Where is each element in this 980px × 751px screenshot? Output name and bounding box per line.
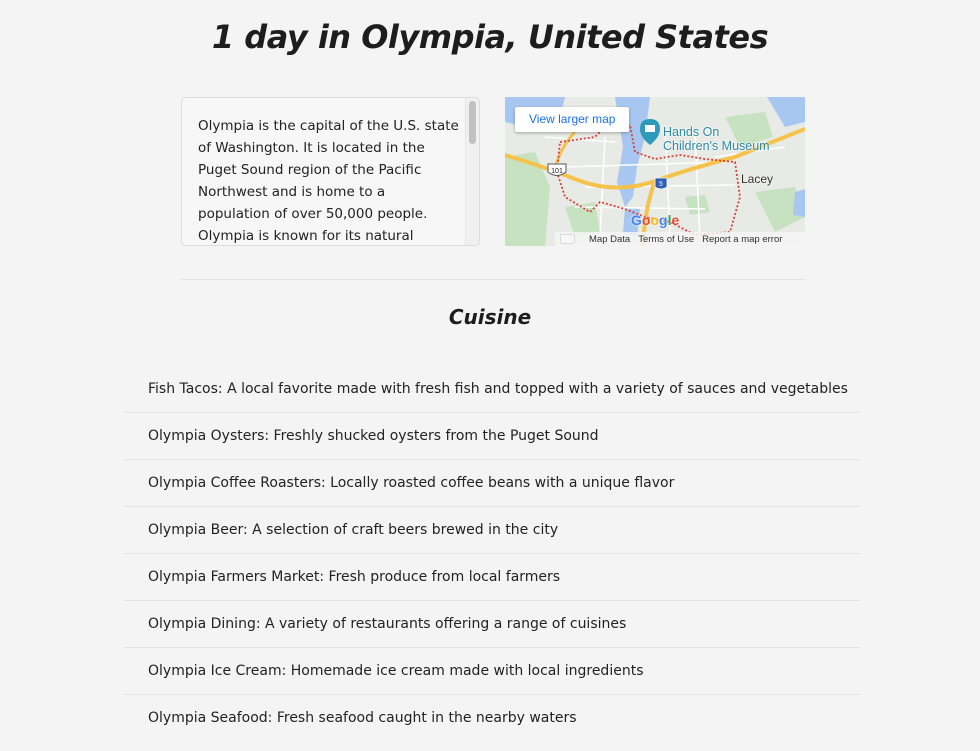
route-5-label: 5 (659, 181, 663, 188)
terms-of-use-link[interactable]: Terms of Use (638, 233, 695, 245)
section-divider (181, 279, 805, 280)
list-item: Olympia Beer: A selection of craft beers brewed in the city (124, 507, 860, 554)
cuisine-title: Cuisine (448, 305, 532, 329)
route-101-label: 101 (551, 168, 563, 175)
map-city-label: Lacey (741, 172, 774, 186)
list-item: Olympia Seafood: Fresh seafood caught in the nearby waters (148, 710, 577, 726)
poi-label-line1: Hands On (663, 125, 720, 139)
description-text: Olympia is the capital of the U.S. state of Washington. It is located in the Puget Sound region of the Pacific Northwest and is home to a population of over 50,000 people. Olympia is known for its natural (198, 118, 459, 244)
page-title: 1 day in Olympia, United States (211, 18, 769, 56)
description-scrollbar[interactable] (465, 98, 479, 245)
list-item: Olympia Coffee Roasters: Locally roasted coffee beans with a unique flavor (124, 460, 860, 507)
view-larger-map-button[interactable]: View larger map (515, 107, 629, 132)
list-item: Olympia Oysters: Freshly shucked oysters from the Puget Sound (124, 413, 860, 460)
list-item: Olympia Farmers Market: Fresh produce from local farmers (124, 554, 860, 601)
map-poi-label[interactable] (663, 125, 770, 153)
description-box[interactable] (181, 97, 480, 246)
map-data-link[interactable]: Map Data (589, 233, 631, 245)
list-item: Fish Tacos: A local favorite made with fresh fish and topped with a variety of sauces and vegetables (124, 366, 860, 413)
embedded-map[interactable] (505, 97, 805, 246)
list-item: Olympia Ice Cream: Homemade ice cream made with local ingredients (124, 648, 860, 695)
cuisine-list (124, 366, 860, 742)
map-footer (555, 232, 805, 246)
list-item: Olympia Dining: A variety of restaurants offering a range of cuisines (124, 601, 860, 648)
report-map-error-link[interactable]: Report a map error (702, 233, 783, 245)
scrollbar-thumb[interactable] (469, 101, 476, 144)
google-logo: Google (631, 212, 680, 228)
poi-label-line2: Children's Museum (663, 139, 770, 153)
